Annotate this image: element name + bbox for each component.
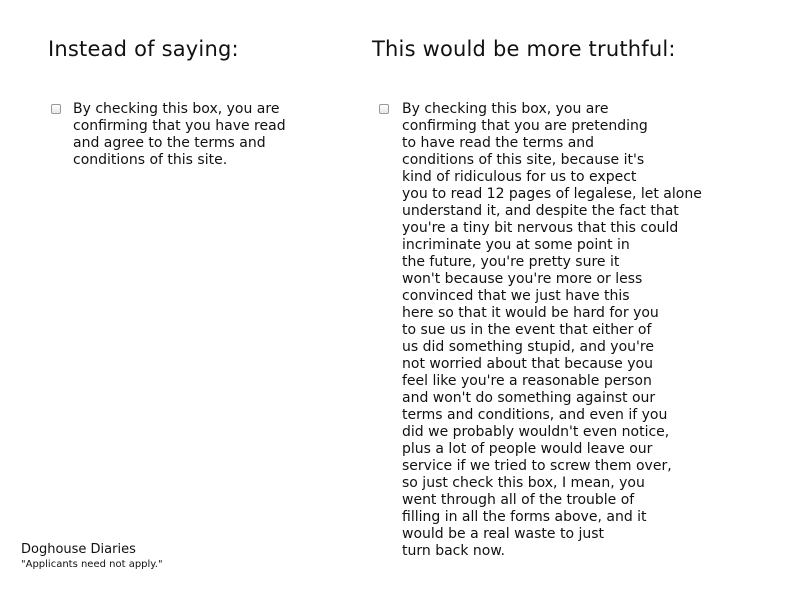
left-heading: Instead of saying: <box>48 37 239 61</box>
credit-name: Doghouse Diaries <box>21 542 136 557</box>
text-line: plus a lot of people would leave our <box>402 441 653 457</box>
text-line: confirming that you are pretending <box>402 118 648 134</box>
text-line: went through all of the trouble of <box>402 492 635 508</box>
text-line: us did something stupid, and you're <box>402 339 654 355</box>
text-line: conditions of this site, because it's <box>402 152 645 168</box>
right-checkbox[interactable] <box>379 104 389 114</box>
text-line: conditions of this site. <box>73 152 228 168</box>
comic-credit <box>21 541 163 572</box>
text-line: would be a real waste to just <box>402 526 605 542</box>
text-line: By checking this box, you are <box>73 101 280 117</box>
text-line: feel like you're a reasonable person <box>402 373 652 389</box>
text-line: By checking this box, you are <box>402 101 609 117</box>
text-line: to have read the terms and <box>402 135 595 151</box>
right-heading: This would be more truthful: <box>372 37 676 61</box>
text-line: incriminate you at some point in <box>402 237 630 253</box>
text-line: terms and conditions, and even if you <box>402 407 668 423</box>
text-line: not worried about that because you <box>402 356 653 372</box>
text-line: filling in all the forms above, and it <box>402 509 647 525</box>
text-line: to sue us in the event that either of <box>402 322 652 338</box>
text-line: so just check this box, I mean, you <box>402 475 645 491</box>
text-line: and agree to the terms and <box>73 135 266 151</box>
text-line: and won't do something against our <box>402 390 656 406</box>
left-checkbox[interactable] <box>51 104 61 114</box>
text-line: here so that it would be hard for you <box>402 305 659 321</box>
text-line: understand it, and despite the fact that <box>402 203 679 219</box>
text-line: did we probably wouldn't even notice, <box>402 424 670 440</box>
text-line: turn back now. <box>402 543 505 559</box>
text-line: service if we tried to screw them over, <box>402 458 672 474</box>
text-line: kind of ridiculous for us to expect <box>402 169 637 185</box>
text-line: the future, you're pretty sure it <box>402 254 620 270</box>
text-line: won't because you're more or less <box>402 271 643 287</box>
text-line: you're a tiny bit nervous that this could <box>402 220 679 236</box>
text-line: convinced that we just have this <box>402 288 630 304</box>
credit-tagline: "Applicants need not apply." <box>21 559 163 570</box>
left-checkbox-label <box>73 101 286 169</box>
text-line: confirming that you have read <box>73 118 286 134</box>
right-checkbox-label <box>402 101 702 560</box>
text-line: you to read 12 pages of legalese, let alone <box>402 186 702 202</box>
